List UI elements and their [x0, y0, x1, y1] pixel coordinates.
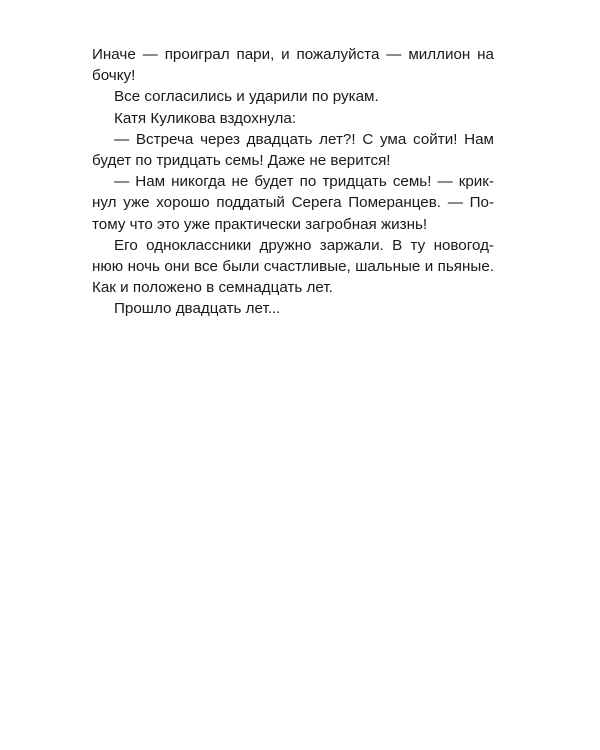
text-line: бочку!: [92, 67, 136, 85]
text-line: нул уже хорошо поддатый Серега Померанцев. — По-: [92, 194, 494, 212]
text-line: — Встреча через двадцать лет?! С ума сойти! Нам: [114, 130, 494, 148]
body-text: [92, 44, 494, 319]
text-line: Как и положено в семнадцать лет.: [92, 279, 333, 297]
text-line: нюю ночь они все были счастливые, шальные и пьяные.: [92, 257, 494, 275]
text-line: Катя Куликова вздохнула:: [114, 109, 297, 127]
text-line: Прошло двадцать лет...: [114, 300, 281, 318]
text-line: Его одноклассники дружно заржали. В ту новогод-: [114, 236, 494, 254]
text-line: Иначе — проиграл пари, и пожалуйста — миллион на: [92, 46, 494, 63]
text-line: будет по тридцать семь! Даже не верится!: [92, 151, 391, 169]
text-line: тому что это уже практически загробная жизнь!: [92, 215, 428, 233]
text-line: — Нам никогда не будет по тридцать семь! — крик-: [114, 173, 494, 191]
text-line: Все согласились и ударили по рукам.: [114, 88, 379, 106]
